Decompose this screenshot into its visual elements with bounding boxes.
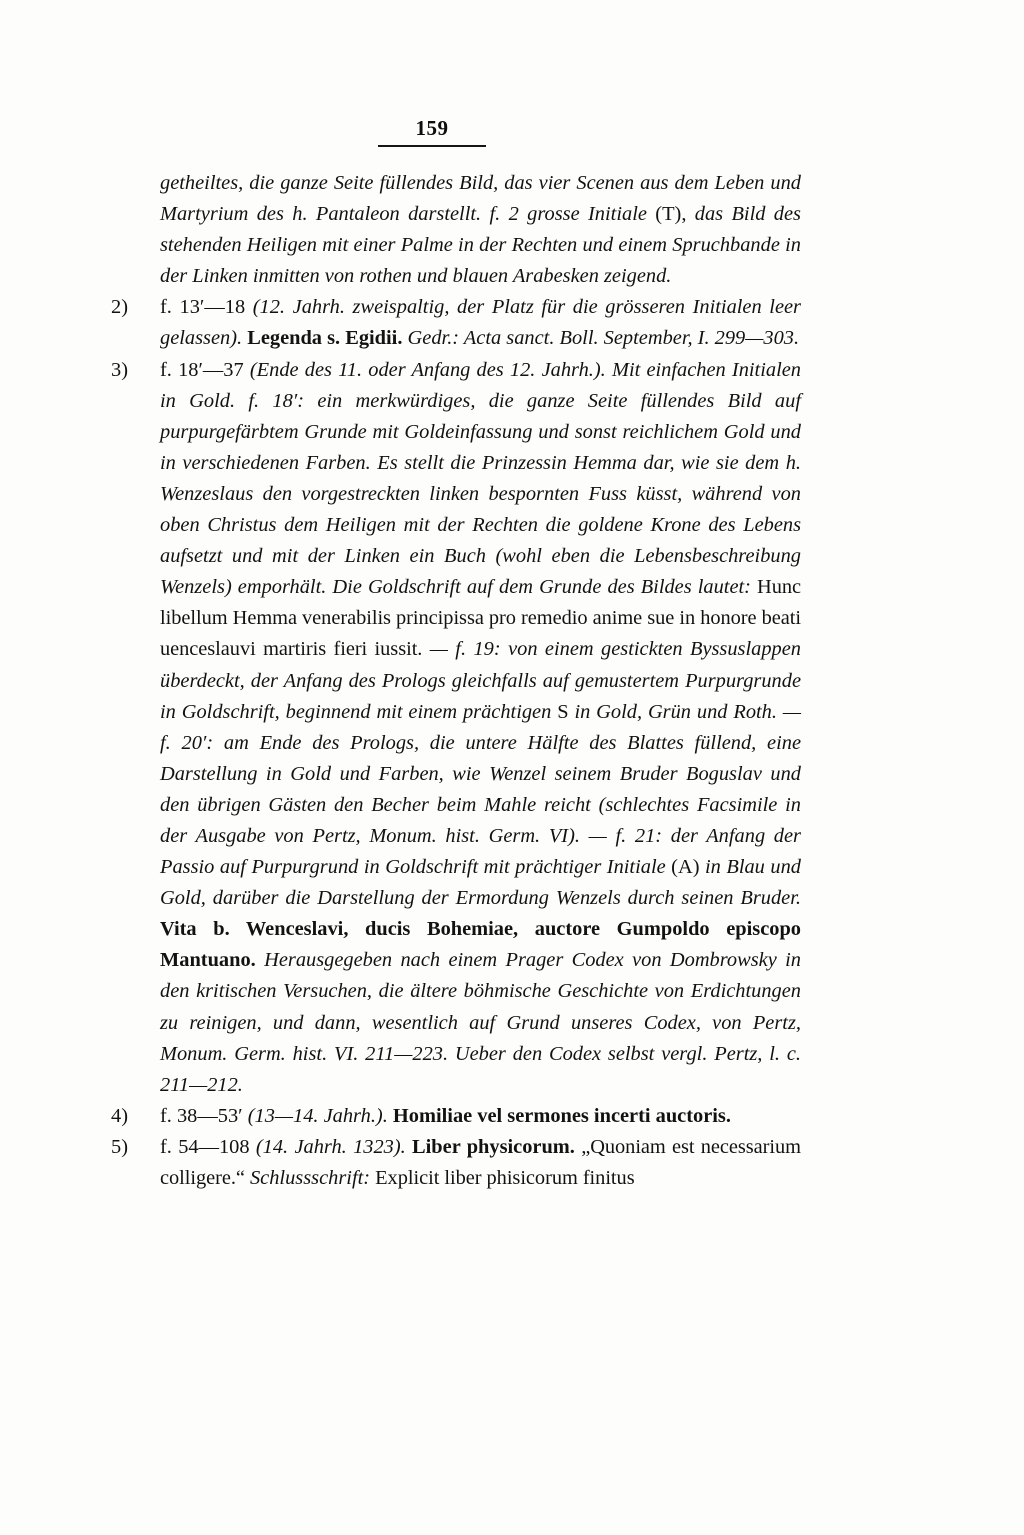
catalogue-entry — [111, 292, 801, 354]
entry-marker: 4) — [111, 1104, 128, 1127]
entry-segment: in Blau und Gold, darüber die Darstellung der Ermordung Wenzels durch seinen Bruder. — [160, 856, 801, 910]
page-header — [378, 118, 486, 147]
entry-segment: f. 18′—37 — [160, 358, 250, 381]
entry-segment: in Gold, Grün und Roth. — f. 20′: am Ende des Prologs, die untere Hälfte des Blattes füllend, eine Darstellung in Gold und Farben, wie Wenzel seinem Bruder Boguslav und den übrigen Gästen den Becher beim Mahle reicht (schlechtes Facsimile in der Ausgabe von Pertz, Monum. hist. Germ. VI). — f. 21: der Anfang der Passio auf Purpurgrund in Goldschrift mit prächtiger Initiale — [160, 700, 801, 879]
entry-marker: 2) — [111, 296, 128, 319]
opening-segment: (T), — [646, 203, 695, 226]
entry-segment: Legenda s. Egidii. — [247, 327, 408, 350]
opening-segment: getheiltes, die ganze Seite füllendes Bild, das vier Scenen aus dem Leben und Martyrium des h. Pantaleon darstellt. f. 2 grosse Initiale — [160, 172, 801, 226]
entry-marker: 3) — [111, 358, 128, 381]
header-rule — [378, 145, 486, 147]
opening-segment: das Bild des stehenden Heiligen mit einer Palme in der Rechten und einem Spruchbande in der Linken inmitten von rothen und blauen Arabesken zeigend. — [160, 203, 801, 288]
entry-segment: „Quoniam est necessarium colligere.“ — [160, 1135, 801, 1189]
text-body — [111, 168, 801, 1194]
entry-segment: Explicit liber phisicorum finitus — [375, 1167, 635, 1189]
entry-segment: S — [551, 700, 575, 723]
catalogue-entry-list — [111, 292, 801, 1194]
catalogue-entry — [111, 355, 801, 1101]
entry-segment: (14. Jahrh. 1323). — [255, 1135, 413, 1158]
opening-paragraph — [111, 168, 801, 292]
entry-segment: Hunc libellum Hemma venerabilis principissa pro remedio anime sue in honore beati uenceslauvi martiris fieri iussit. — [160, 576, 801, 661]
entry-segment: Liber physicorum. — [412, 1135, 582, 1158]
entry-segment: f. 13′—18 — [160, 296, 253, 319]
entry-segment: Gedr.: Acta sanct. Boll. September, I. 299—303. — [407, 327, 800, 350]
catalogue-entry — [111, 1101, 801, 1132]
catalogue-entry — [111, 1132, 801, 1194]
entry-segment: (Ende des 11. oder Anfang des 12. Jahrh.). Mit einfachen Initialen in Gold. f. 18′: ein merkwürdiges, die ganze Seite füllendes Bild auf purpurgefärbtem Grunde mit Goldeinfassung und sonst reichlichem Gold und in verschiedenen Farben. Es stellt die Prinzessin Hemma dar, wie sie dem h. Wenzeslaus den vorgestreckten linken bespornten Fuss küsst, während von oben Christus dem Heiligen mit der Rechten die goldene Krone des Lebens aufsetzt und mit der Linken ein Buch (wohl eben die Lebensbeschreibung Wenzels) emporhält. Die Goldschrift auf dem Grunde des Bildes lautet: — [160, 358, 801, 599]
entry-segment: Schlussschrift: — [249, 1167, 376, 1189]
entry-marker: 5) — [111, 1135, 128, 1158]
entry-segment: f. 38—53′ — [160, 1104, 248, 1127]
entry-segment: (12. Jahrh. zweispaltig, der Platz für die grösseren Initialen leer gelassen). — [160, 296, 801, 350]
entry-segment: — f. 19: von einem gestickten Byssuslappen überdeckt, der Anfang des Prologs gleichfalls auf gemustertem Purpurgrunde in Goldschrift, beginnend mit einem prächtigen — [160, 638, 801, 723]
entry-segment: Herausgegeben nach einem Prager Codex von Dombrowsky in den kritischen Versuchen, die ältere böhmische Geschichte von Erdichtungen zu reinigen, und dann, wesentlich auf Grund unseres Codex, von Pertz, Monum. Germ. hist. VI. 211—223. Ueber den Codex selbst vergl. Pertz, l. c. 211—212. — [160, 949, 801, 1096]
entry-segment: (13—14. Jahrh.). — [247, 1104, 393, 1127]
entry-segment: Vita b. Wenceslavi, ducis Bohemiae, auctore Gumpoldo episcopo Mantuano. — [160, 918, 801, 972]
entry-segment: Homiliae vel sermones incerti auctoris. — [392, 1104, 731, 1127]
entry-segment: (A) — [665, 856, 705, 879]
entry-segment: f. 54—108 — [160, 1135, 256, 1158]
page-number: 159 — [415, 116, 449, 140]
